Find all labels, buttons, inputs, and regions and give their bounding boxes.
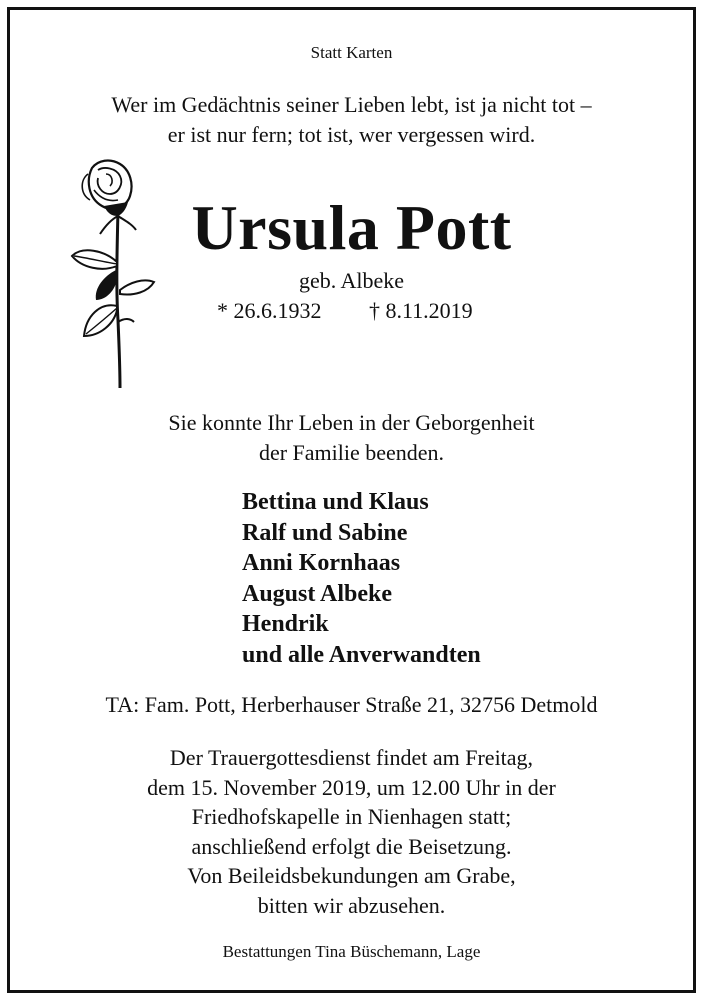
service-line: Der Trauergottesdienst findet am Freitag, xyxy=(169,745,534,770)
memorial-quote xyxy=(0,90,703,149)
funeral-service-text xyxy=(0,743,703,920)
quote-line: Wer im Gedächtnis seiner Lieben lebt, ist ja nicht tot – xyxy=(111,92,592,117)
birth-name: geb. Albeke xyxy=(298,268,405,293)
tribute-line: Sie konnte Ihr Leben in der Geborgenheit xyxy=(168,410,535,435)
deceased-name: Ursula Pott xyxy=(191,192,512,263)
service-line: Friedhofskapelle in Nienhagen statt; xyxy=(191,804,512,829)
mourner-entry: August Albeke xyxy=(242,580,393,607)
service-line: anschließend erfolgt die Beisetzung. xyxy=(191,833,512,859)
undertaker-credit: Bestattungen Tina Büschemann, Lage xyxy=(222,942,481,961)
mourners-list xyxy=(242,487,481,670)
mourner-entry: Ralf und Sabine xyxy=(242,519,408,546)
birth-date: * 26.6.1932 xyxy=(217,298,322,323)
tribute-line: der Familie beenden. xyxy=(258,439,445,465)
service-line: dem 15. November 2019, um 12.00 Uhr in der xyxy=(147,774,556,800)
mourner-entry: und alle Anverwandten xyxy=(242,641,481,668)
mourner-entry: Bettina und Klaus xyxy=(242,489,429,515)
mourner-entry: Anni Kornhaas xyxy=(242,550,401,576)
service-line: Von Beileidsbekundungen am Grabe, xyxy=(187,863,516,888)
mourner-entry: Hendrik xyxy=(242,611,329,637)
service-line: bitten wir abzusehen. xyxy=(257,892,446,918)
quote-line: er ist nur fern; tot ist, wer vergessen wird. xyxy=(167,121,536,147)
tribute-text xyxy=(0,408,703,467)
family-address: TA: Fam. Pott, Herberhauser Straße 21, 32756 Detmold xyxy=(105,692,598,717)
death-date: † 8.11.2019 xyxy=(369,298,473,323)
statt-karten-label: Statt Karten xyxy=(310,43,393,62)
